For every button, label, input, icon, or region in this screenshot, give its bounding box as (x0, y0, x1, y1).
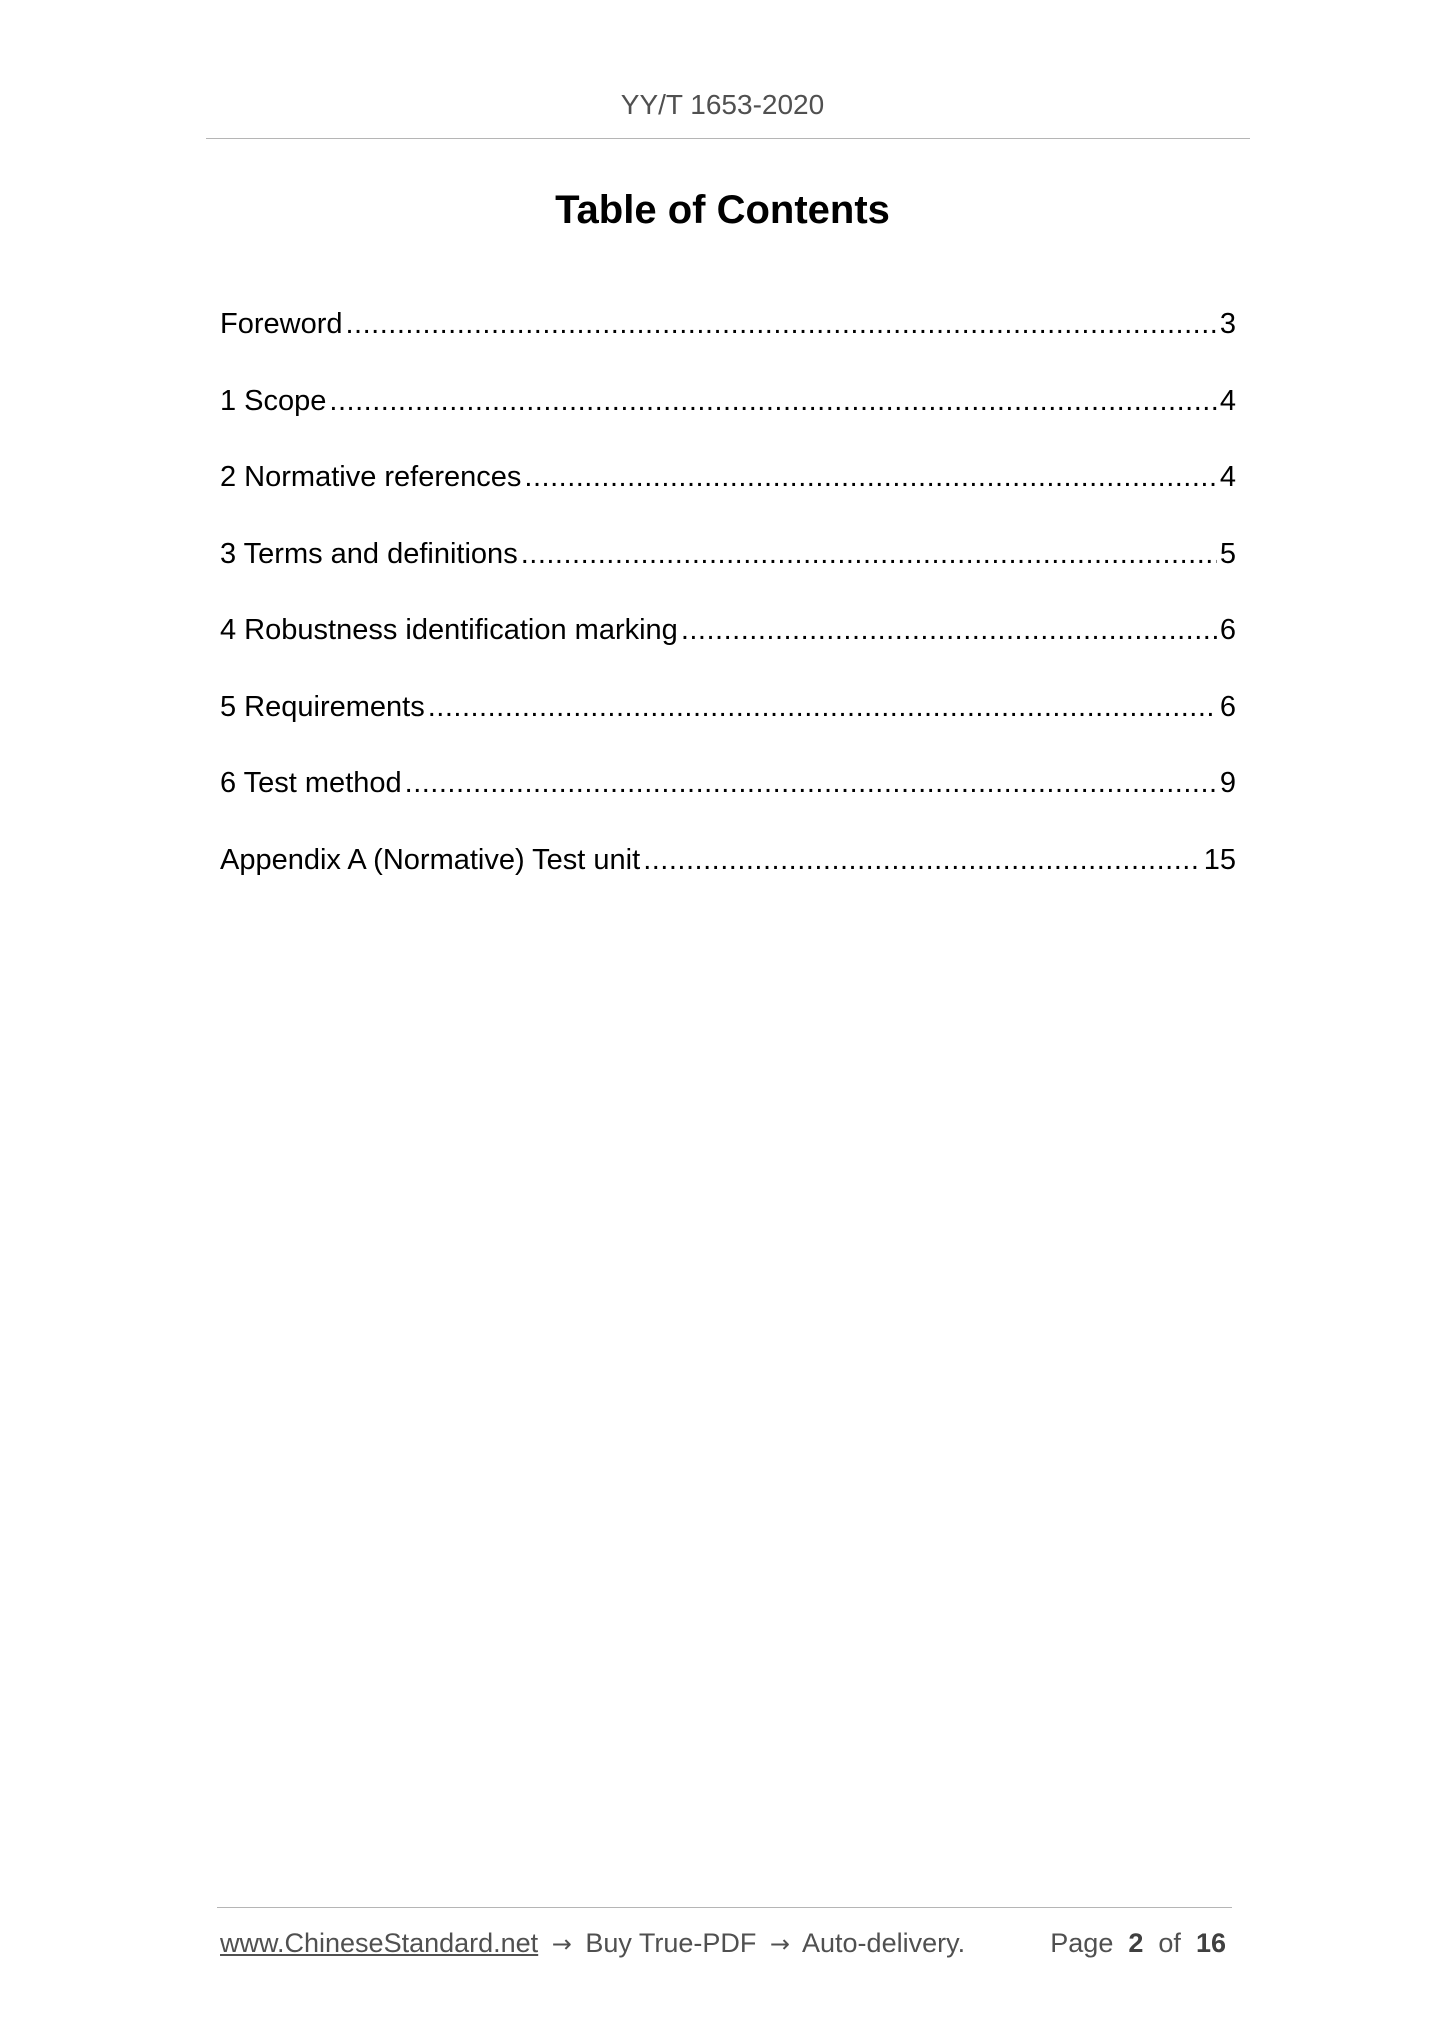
footer-divider (217, 1907, 1232, 1908)
dot-leader (329, 379, 1216, 423)
page-prefix: Page (1050, 1928, 1114, 1958)
toc-entry-normative-references[interactable] (220, 455, 1236, 532)
toc-entry-page-number: 4 (1219, 384, 1236, 417)
dot-leader (521, 532, 1217, 576)
toc-entry-label: 4 Robustness identification marking (220, 614, 678, 646)
page-indicator (1050, 1925, 1226, 1961)
document-code-header: YY/T 1653-2020 (620, 89, 825, 120)
toc-entry-terms-and-definitions[interactable] (220, 532, 1236, 609)
toc-entry-appendix-a[interactable] (220, 838, 1236, 915)
toc-entry-robustness-identification-marking[interactable] (220, 608, 1236, 685)
toc-entry-page-number: 3 (1219, 308, 1236, 340)
dot-leader (428, 685, 1217, 729)
toc-list (220, 302, 1236, 914)
page-footer (220, 1925, 1232, 1961)
page-of-text: of (1158, 1928, 1181, 1958)
toc-entry-label: Appendix A (Normative) Test unit (220, 843, 641, 876)
toc-entry-label: Foreword (220, 308, 343, 340)
toc-entry-page-number: 9 (1219, 767, 1236, 799)
toc-entry-page-number: 6 (1219, 690, 1236, 723)
toc-entry-page-number: 5 (1219, 537, 1236, 570)
dot-leader (346, 302, 1217, 346)
toc-entry-label: 2 Normative references (220, 461, 522, 493)
current-page-number: 2 (1128, 1928, 1144, 1958)
total-page-count: 16 (1195, 1928, 1226, 1958)
auto-delivery-text: Auto-delivery. (802, 1928, 966, 1958)
dot-leader (405, 761, 1217, 805)
toc-entry-page-number: 15 (1203, 843, 1236, 876)
toc-entry-label: 5 Requirements (220, 690, 425, 723)
toc-entry-foreword[interactable] (220, 302, 1236, 379)
dot-leader (643, 838, 1201, 882)
toc-entry-label: 6 Test method (220, 767, 402, 799)
dot-leader (681, 608, 1217, 652)
website-link[interactable]: www.ChineseStandard.net (220, 1928, 539, 1958)
toc-entry-label: 3 Terms and definitions (220, 537, 518, 570)
toc-entry-label: 1 Scope (220, 384, 327, 417)
header-divider (206, 138, 1250, 139)
arrow-right-icon: → (551, 1930, 572, 1958)
toc-entry-page-number: 6 (1219, 614, 1236, 646)
toc-entry-requirements[interactable] (220, 685, 1236, 762)
buy-true-pdf-text: Buy True-PDF (585, 1928, 757, 1958)
toc-entry-test-method[interactable] (220, 761, 1236, 838)
toc-entry-scope[interactable] (220, 379, 1236, 456)
dot-leader (524, 455, 1216, 499)
toc-entry-page-number: 4 (1219, 461, 1236, 493)
toc-heading: Table of Contents (555, 188, 890, 232)
arrow-right-icon: → (769, 1930, 790, 1958)
